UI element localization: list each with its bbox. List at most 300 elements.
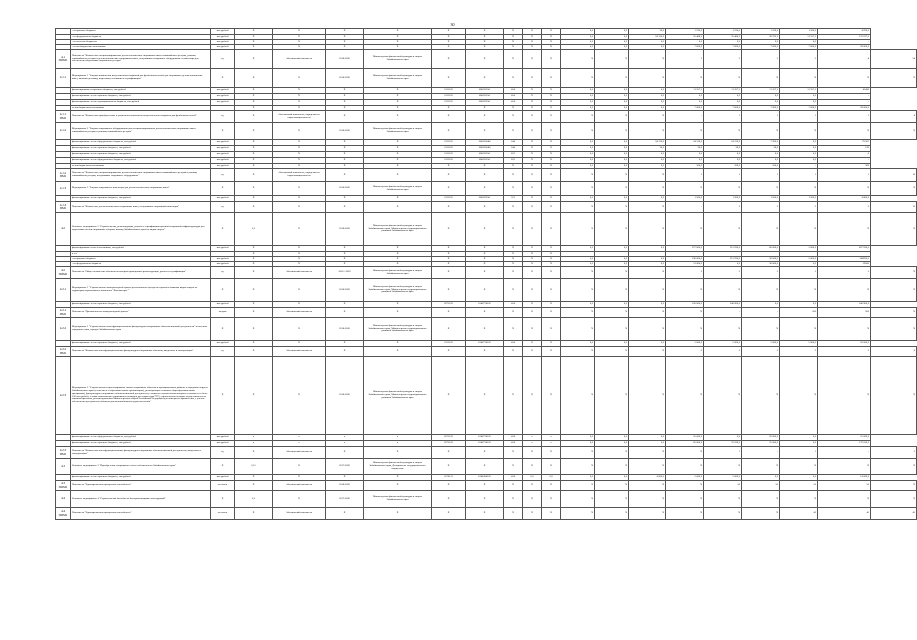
table-cell: 10403535i1 (466, 158, 504, 164)
table-cell: 60 000,0 (742, 246, 780, 252)
table-cell: X (504, 45, 523, 50)
table-cell: X (666, 213, 704, 246)
table-cell: X (235, 341, 273, 347)
table-cell: X (235, 94, 273, 100)
table-cell: X (523, 94, 542, 100)
table-cell: X (235, 146, 273, 152)
table-cell: - (818, 158, 871, 164)
table-cell: X (523, 347, 542, 357)
table-cell: 1040774102 (466, 441, 504, 447)
table-cell: X (595, 111, 629, 123)
row-code-cell: 4.2 ПОМ1 (56, 267, 71, 279)
table-cell: X (504, 202, 523, 213)
table-cell: X (235, 152, 273, 158)
table-cell: X (466, 347, 504, 357)
table-cell: X (466, 40, 504, 45)
table-cell: X (704, 69, 742, 88)
table-body (56, 29, 917, 520)
table-cell: X (211, 213, 235, 246)
table-cell: 0,0 (704, 40, 742, 45)
row-description-cell: Показатель "Количество многофункциональных физкультурно-спортивных объектов шаговой доступности, введенных в эксплуатацию" (71, 447, 211, 459)
table-cell: 10403504i0 (466, 146, 504, 152)
table-cell: X (273, 45, 326, 50)
table-cell: X (542, 252, 561, 257)
table-cell: 200 (818, 308, 871, 318)
table-cell: 5 000,0 (742, 341, 780, 347)
row-code-cell: 4.4 (56, 491, 71, 508)
row-code-cell: 4.2.2 (56, 318, 71, 341)
table-cell: ед. (211, 202, 235, 213)
table-cell: X (561, 459, 595, 475)
table-cell: X (364, 140, 432, 146)
table-cell: X (780, 357, 818, 435)
table-cell: X (629, 69, 666, 88)
table-cell: X (818, 182, 871, 196)
table-cell: X (542, 35, 561, 40)
table-cell: X (629, 279, 666, 302)
table-cell: 521 (504, 196, 523, 202)
table-cell: X (871, 267, 917, 279)
table-cell: X (542, 302, 561, 308)
table-cell: X (211, 279, 235, 302)
table-cell: X (561, 357, 595, 435)
table-cell: 0,0 (629, 257, 666, 262)
table-cell: X (326, 202, 364, 213)
row-description-cell: финансирование за счет краевого бюджета, тыс.рублей (71, 146, 211, 152)
table-cell: тыс.рублей (211, 29, 235, 35)
row-code-cell: 4.2.1 (56, 279, 71, 302)
table-cell: 5 000,0 (704, 475, 742, 481)
table-cell: 45430 (818, 88, 871, 94)
table-cell: X (542, 196, 561, 202)
table-cell: 4 (871, 111, 917, 123)
table-cell: X (780, 318, 818, 341)
table-cell: Абсолютный показатель (273, 50, 326, 69)
table-cell: - (818, 447, 871, 459)
table-cell: 0,0 (629, 94, 666, 100)
table-cell: 0,0 (595, 341, 629, 347)
table-cell: X (666, 279, 704, 302)
table-cell: x (273, 435, 326, 441)
table-cell: X (504, 50, 523, 69)
table-cell: x (326, 435, 364, 441)
table-cell: 200 (780, 308, 818, 318)
table-cell: X (742, 182, 780, 196)
table-cell: X (542, 341, 561, 347)
table-cell: 11 357,5 (704, 88, 742, 94)
table-cell: 0,0 (595, 257, 629, 262)
table-cell: X (326, 252, 364, 257)
table-cell: 227 000,0 (666, 246, 704, 252)
table-cell: X (235, 158, 273, 164)
table-cell: Министерство физической культуры и спорта Забайкальского края (364, 69, 432, 88)
table-cell: 7 000,0 (780, 45, 818, 50)
table-cell: 0111102 (432, 140, 466, 146)
table-cell: X (235, 182, 273, 196)
table-cell: X (235, 50, 273, 69)
table-cell: 414 (504, 475, 523, 481)
table-cell: 35 000,0 (666, 435, 704, 441)
table-cell: Абсолютный показатель (273, 267, 326, 279)
row-description-cell: финансирование за счет краевого бюджета, тыс.рублей (71, 94, 211, 100)
table-cell: 1 230,0 (742, 29, 780, 35)
table-cell: 0,0 (595, 164, 629, 169)
table-cell: x (364, 435, 432, 441)
row-description-cell: - из краевого бюджета (71, 257, 211, 262)
table-cell: 11 357,5 (742, 88, 780, 94)
table-cell: X (704, 491, 742, 508)
table-cell: 12 (871, 202, 917, 213)
table-cell: 0,0 (629, 302, 666, 308)
table-cell: X (629, 347, 666, 357)
table-cell: X (364, 262, 432, 267)
table-cell: X (542, 481, 561, 491)
table-cell: X (432, 262, 466, 267)
row-description-cell: из внебюджетных источников (71, 164, 211, 169)
table-cell: X (364, 508, 432, 520)
table-cell: X (432, 357, 466, 435)
table-cell: X (523, 106, 542, 111)
table-cell: 2016-2020 (326, 69, 364, 88)
table-cell: 0,0 (561, 341, 595, 347)
table-cell: 2 (818, 347, 871, 357)
table-cell: 0111102 (432, 152, 466, 158)
table-cell: X (595, 169, 629, 182)
table-cell: 24 (871, 50, 917, 69)
table-cell: X (523, 279, 542, 302)
table-cell: 4 800,0 (818, 196, 871, 202)
table-cell: 1 (742, 111, 780, 123)
table-cell: X (595, 279, 629, 302)
table-cell: 1 (704, 169, 742, 182)
table-cell: X (523, 169, 542, 182)
table-cell: X (871, 182, 917, 196)
row-description-cell: финансирование за счет краевого бюджета, тыс.рублей (71, 302, 211, 308)
table-cell: 1 (742, 169, 780, 182)
table-cell: X (704, 279, 742, 302)
table-cell: X (466, 252, 504, 257)
table-cell: X (466, 202, 504, 213)
table-cell: X (364, 246, 432, 252)
table-cell: X (466, 246, 504, 252)
table-cell: X (818, 123, 871, 140)
table-cell: X (629, 481, 666, 491)
table-cell: 79 567 (818, 140, 871, 146)
table-cell: 0,0 (780, 100, 818, 106)
table-cell: 0,0 (561, 435, 595, 441)
table-cell: 7 000,0 (666, 106, 704, 111)
table-cell: X (542, 152, 561, 158)
table-cell: 25 000,0 (742, 441, 780, 447)
table-cell: X (542, 447, 561, 459)
table-cell: X (235, 257, 273, 262)
table-cell: X (504, 123, 523, 140)
table-cell: X (561, 308, 595, 318)
table-cell: X (326, 45, 364, 50)
table-cell: X (542, 267, 561, 279)
table-cell: X (666, 357, 704, 435)
table-cell: 607 930,0 (818, 246, 871, 252)
table-cell: 0,0 (780, 262, 818, 267)
table-cell: 30,0 (629, 29, 666, 35)
table-cell: X (818, 318, 871, 341)
table-cell: 1 230,0 (666, 29, 704, 35)
table-cell: X (273, 213, 326, 246)
table-cell: X (704, 123, 742, 140)
table-cell: 414 (504, 435, 523, 441)
table-cell: X (364, 308, 432, 318)
table-cell: 0,0 (561, 35, 595, 40)
table-cell: X (466, 29, 504, 35)
table-cell: X (466, 318, 504, 341)
table-cell: X (432, 308, 466, 318)
table-cell: X (523, 88, 542, 94)
table-cell: ед. (211, 50, 235, 69)
table-cell: 1 200,0 (780, 29, 818, 35)
table-cell: X (211, 123, 235, 140)
row-description-cell: финансирование за счет муниципального бюджета, тыс.рублей (71, 100, 211, 106)
table-cell: 0,0 (595, 262, 629, 267)
row-description-cell: - из краевого бюджета (71, 29, 211, 35)
table-cell: X (595, 267, 629, 279)
table-cell: 4 (818, 50, 871, 69)
table-cell: X (871, 459, 917, 475)
table-cell: 0271102 (432, 435, 466, 441)
table-cell: 0,5 (235, 213, 273, 246)
table-cell: 0,0 (780, 94, 818, 100)
table-cell: X (629, 123, 666, 140)
table-cell: 1 (704, 111, 742, 123)
table-cell: X (523, 508, 542, 520)
table-cell: 0,0 (561, 257, 595, 262)
table-cell: X (523, 50, 542, 69)
table-cell: X (364, 257, 432, 262)
table-cell: X (273, 357, 326, 435)
table-cell: - (742, 447, 780, 459)
table-cell: 1040304102 (466, 475, 504, 481)
row-code-cell: 4.3 ПОМ1 (56, 481, 71, 491)
table-cell: 5 (704, 267, 742, 279)
table-cell: X (523, 158, 542, 164)
table-cell: X (504, 35, 523, 40)
table-cell: Министерство физической культуры и спорта Забайкальского края, Министерство территориального развития Забайкальского края (364, 279, 432, 302)
table-cell: 414 (504, 94, 523, 100)
table-cell: 0,0 (595, 475, 629, 481)
table-cell: X (742, 491, 780, 508)
table-cell: X (595, 357, 629, 435)
table-cell: X (273, 257, 326, 262)
table-cell: X (326, 246, 364, 252)
table-cell: X (432, 213, 466, 246)
table-cell: тыс.рублей (211, 88, 235, 94)
table-cell: 30 000,0 (742, 257, 780, 262)
table-cell: X (466, 257, 504, 262)
table-cell: X (466, 106, 504, 111)
table-cell: 122 877,0 (818, 35, 871, 40)
table-cell: X (326, 257, 364, 262)
table-cell: 45 (780, 508, 818, 520)
table-cell: 0,0 (704, 435, 742, 441)
table-cell: X (742, 459, 780, 475)
table-cell: X (273, 491, 326, 508)
table-cell: X (326, 196, 364, 202)
row-code-cell: 4.4 ПОМ1 (56, 508, 71, 520)
table-cell: X (561, 279, 595, 302)
table-cell: X (780, 69, 818, 88)
row-description-cell: Мероприятие 3 "Строительство и проектирование новых спортивных объектов в муниципальных районах и городских округах Забайкальского края (в том числе в образовательных организациях), реализующих основные общеобразовательные программы), физкультурно-спортивных объектов шаговой доступности, стоимость строительства которых составляет не более 100 млн рублей, а также комплексных спортивных площадок для сдачи норм ГТО, строительство которых осуществляется по типовым проектам, рекомендованным Министерством спорта Российской Федерации для повторного применения, с учетом обеспечения доступности объектов для маломобильных групп населения" (71, 357, 211, 435)
table-cell: тыс.рублей (211, 262, 235, 267)
table-cell: Министерство физической культуры и спорта Забайкальского края, Министерство территориального развития Забайкальского края (364, 213, 432, 246)
table-cell: X (235, 279, 273, 302)
table-cell: 0,0 (629, 246, 666, 252)
table-row (56, 69, 917, 88)
table-cell: - (666, 202, 704, 213)
table-cell: X (466, 491, 504, 508)
table-cell: тыс.рублей (211, 257, 235, 262)
table-cell: 5 (780, 50, 818, 69)
table-cell: 0,0 (561, 100, 595, 106)
table-cell: X (629, 111, 666, 123)
table-cell: X (523, 262, 542, 267)
table-cell: X (523, 164, 542, 169)
table-cell: X (432, 318, 466, 341)
table-cell: X (666, 318, 704, 341)
table-cell: 0,0 (780, 152, 818, 158)
table-cell: 85 000,0 (666, 441, 704, 447)
table-cell: X (629, 491, 666, 508)
table-cell: X (432, 491, 466, 508)
table-cell: X (326, 341, 364, 347)
table-cell: X (504, 169, 523, 182)
table-cell: X (595, 347, 629, 357)
row-description-cell: Показатель "Количество многофункциональных физкультурно-спортивных объектов, введенных в эксплуатацию" (71, 347, 211, 357)
table-cell: X (523, 146, 542, 152)
table-cell: X (326, 164, 364, 169)
table-cell: X (273, 252, 326, 257)
table-cell: X (780, 213, 818, 246)
table-cell: 24 120,0 (629, 35, 666, 40)
table-cell: 7 000,0 (704, 106, 742, 111)
table-cell: 11 357,5 (780, 88, 818, 94)
table-cell: ед. (211, 169, 235, 182)
table-cell: 414 (504, 441, 523, 447)
table-cell: Министерство физической культуры и спорта Забайкальского края (364, 123, 432, 140)
table-cell: 315 930,0 (704, 257, 742, 262)
row-description-cell: финансирование за счет краевого бюджета, тыс.рублей (71, 475, 211, 481)
table-cell: 50 (742, 481, 780, 491)
table-cell: 0,0 (561, 196, 595, 202)
table-cell: 3 (871, 447, 917, 459)
table-cell: X (466, 267, 504, 279)
table-cell: X (504, 29, 523, 35)
table-cell: 179 030,0 (818, 441, 871, 447)
table-cell: x (235, 435, 273, 441)
table-cell: X (504, 182, 523, 196)
table-cell: X (871, 69, 917, 88)
table-row (56, 169, 917, 182)
table-cell: X (432, 45, 466, 50)
table-cell: 0,0 (780, 302, 818, 308)
table-cell: 2016-2020 (326, 318, 364, 341)
table-cell: X (432, 123, 466, 140)
row-code-cell: 4.2.2 ПМ1 (56, 347, 71, 357)
table-cell: 35 466,5 (704, 35, 742, 40)
table-cell: X (504, 164, 523, 169)
table-cell: X (523, 252, 542, 257)
table-cell: X (326, 40, 364, 45)
row-description-cell: Мероприятие 2 "Строительство многофункциональных физкультурно-спортивных объектов шаговой доступности" в поселках городского типа, городах Забайкальского края (71, 318, 211, 341)
table-cell: X (326, 508, 364, 520)
table-cell: X (595, 182, 629, 196)
table-row (56, 213, 917, 246)
table-cell: X (364, 40, 432, 45)
table-cell: X (704, 318, 742, 341)
table-cell: X (704, 213, 742, 246)
table-cell: 300 (818, 164, 871, 169)
table-cell: 0,0 (742, 152, 780, 158)
table-cell: X (542, 164, 561, 169)
table-cell: 0,0 (629, 40, 666, 45)
table-cell: X (666, 459, 704, 475)
table-cell: 2 (704, 347, 742, 357)
table-cell: 50 (704, 481, 742, 491)
table-cell: 0111102 (432, 341, 466, 347)
table-cell: 5 000,0 (666, 341, 704, 347)
row-description-cell: Мероприятие 2 "Закупка спортивного оборудования для специализированных детско-юношеских спортивных школ олимпийского резерва и училищ олимпийского резерва" (71, 123, 211, 140)
table-cell: X (523, 111, 542, 123)
table-cell: 7 000,0 (666, 45, 704, 50)
table-cell: 340 900,0 (818, 302, 871, 308)
table-cell: тыс.рублей (211, 302, 235, 308)
table-cell: X (742, 279, 780, 302)
table-cell: X (364, 146, 432, 152)
table-cell: X (542, 508, 561, 520)
table-cell: X (235, 262, 273, 267)
table-cell: 2016-2020 (326, 357, 364, 435)
table-cell: 3 (818, 202, 871, 213)
table-cell: X (504, 508, 523, 520)
table-cell: X (326, 169, 364, 182)
table-cell: X (326, 146, 364, 152)
table-cell: 24 120,0 (704, 140, 742, 146)
table-cell: Абсолютный показатель (273, 347, 326, 357)
table-cell: 0,0 (629, 164, 666, 169)
table-cell: 1040774102 (466, 435, 504, 441)
table-cell: 2016-2020 (326, 279, 364, 302)
table-cell: X (542, 123, 561, 140)
table-cell: X (561, 347, 595, 357)
table-cell: X (432, 347, 466, 357)
table-cell: X (432, 447, 466, 459)
table-cell: X (666, 308, 704, 318)
table-cell: X (235, 106, 273, 111)
table-cell: X (235, 169, 273, 182)
table-cell: 2016-2020 (326, 123, 364, 140)
table-cell: X (364, 169, 432, 182)
table-cell: 3 (780, 202, 818, 213)
table-cell: X (780, 279, 818, 302)
table-cell: X (523, 196, 542, 202)
row-description-cell: - из федерального бюджета (71, 262, 211, 267)
table-cell: X (432, 29, 466, 35)
table-cell: X (504, 262, 523, 267)
table-cell: 0,0 (629, 88, 666, 94)
row-code-cell: 4.1.2 ПМ1 (56, 169, 71, 182)
table-cell: X (466, 508, 504, 520)
table-cell: 0,0 (704, 152, 742, 158)
table-cell: Министерство физической культуры и спорта Забайкальского края (364, 491, 432, 508)
table-cell: 2 (780, 347, 818, 357)
